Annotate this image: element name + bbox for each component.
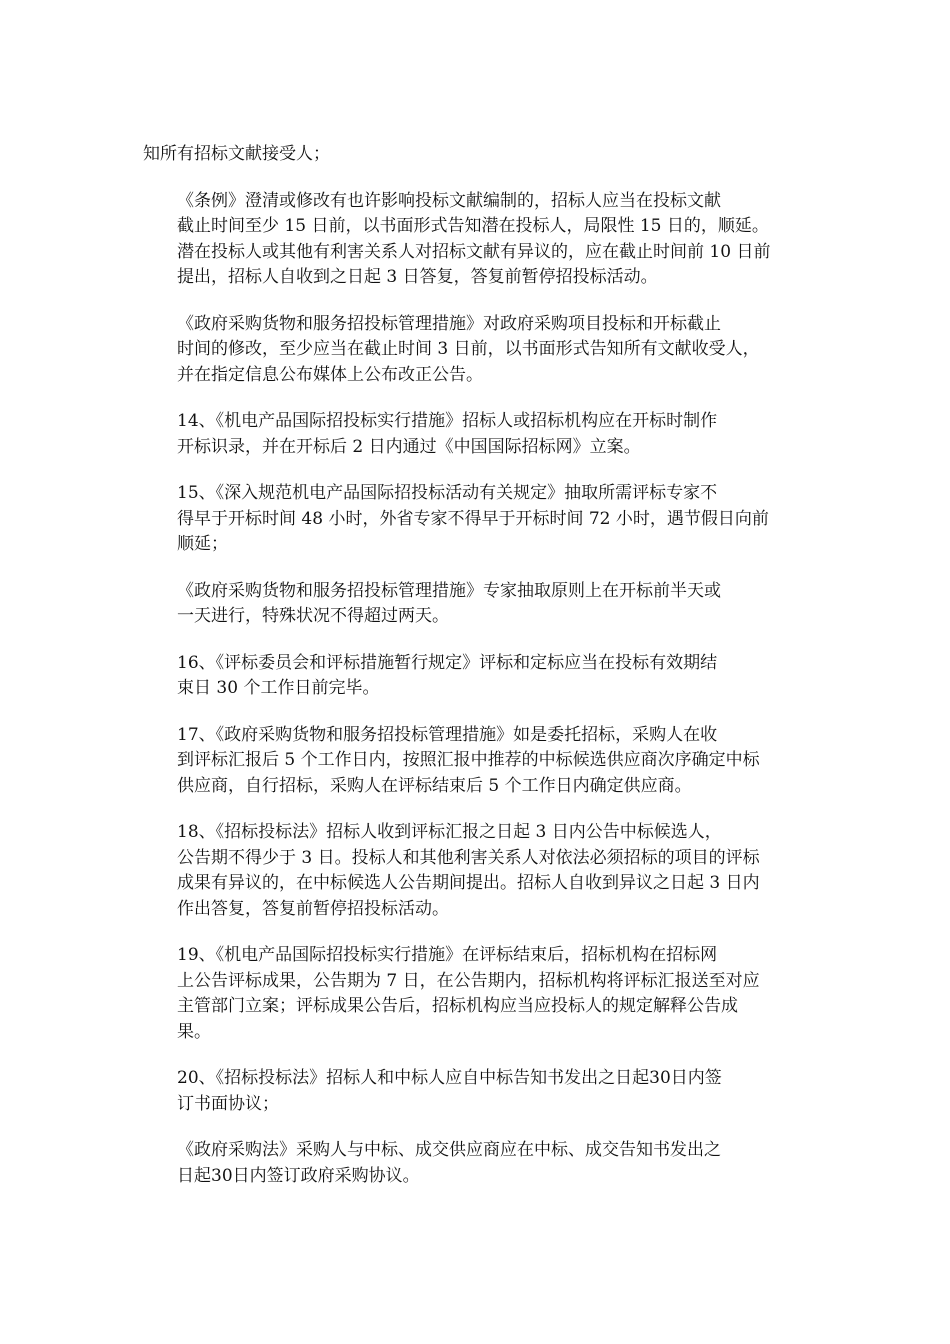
document-body [143,142,803,1210]
paragraph-line: 《政府采购货物和服务招投标管理措施》对政府采购项目投标和开标截止 [177,313,721,334]
paragraph-9 [143,943,803,1045]
paragraph-line: 公告期不得少于 3 日。投标人和其他利害关系人对依法必须招标的项目的评标 [177,847,760,868]
paragraph-line: 上公告评标成果，公告期为 7 日，在公告期内，招标机构将评标汇报送至对应 [177,970,760,991]
paragraph-0 [143,142,803,168]
paragraph-line: 《政府采购货物和服务招投标管理措施》专家抽取原则上在开标前半天或 [177,580,721,601]
paragraph-6 [143,651,803,702]
paragraph-line: 时间的修改，至少应当在截止时间 3 日前，以书面形式告知所有文献收受人， [177,339,760,359]
paragraph-11 [143,1138,803,1189]
paragraph-line: 18、《招标投标法》招标人收到评标汇报之日起 3 日内公告中标候选人， [177,822,722,842]
paragraph-line: 知所有招标文献接受人； [143,144,330,164]
paragraph-line: 截止时间至少 15 日前，以书面形式告知潜在投标人，局限性 15 日的，顺延。 [177,216,769,236]
paragraph-line: 17、《政府采购货物和服务招投标管理措施》如是委托招标，采购人在收 [177,724,718,745]
paragraph-1 [143,189,803,291]
paragraph-line: 到评标汇报后 5 个工作日内，按照汇报中推荐的中标候选供应商次序确定中标 [177,750,760,770]
paragraph-line: 订书面协议； [177,1093,279,1114]
paragraph-line: 作出答复，答复前暂停招投标活动。 [177,898,449,919]
paragraph-line: 提出，招标人自收到之日起 3 日答复，答复前暂停招投标活动。 [177,267,658,287]
paragraph-line: 日起30日内签订政府采购协议。 [177,1165,420,1186]
paragraph-2 [143,312,803,389]
paragraph-line: 《政府采购法》采购人与中标、成交供应商应在中标、成交告知书发出之 [177,1140,721,1160]
paragraph-line: 并在指定信息公布媒体上公布改正公告。 [177,364,483,385]
paragraph-line: 顺延； [177,534,228,554]
paragraph-line: 20、《招标投标法》招标人和中标人应自中标告知书发出之日起30日内签 [177,1068,722,1088]
paragraph-line: 14、《机电产品国际招投标实行措施》招标人或招标机构应在开标时制作 [177,411,718,431]
paragraph-5 [143,579,803,630]
paragraph-line: 潜在投标人或其他有利害关系人对招标文献有异议的，应在截止时间前 10 日前 [177,241,771,262]
paragraph-4 [143,481,803,558]
paragraph-10 [143,1066,803,1117]
paragraph-line: 15、《深入规范机电产品国际招投标活动有关规定》抽取所需评标专家不 [177,483,718,503]
paragraph-8 [143,820,803,922]
paragraph-7 [143,723,803,800]
paragraph-line: 19、《机电产品国际招投标实行措施》在评标结束后，招标机构在招标网 [177,945,718,965]
paragraph-3 [143,409,803,460]
paragraph-line: 成果有异议的，在中标候选人公告期间提出。招标人自收到异议之日起 3 日内 [177,873,760,893]
paragraph-line: 16、《评标委员会和评标措施暂行规定》评标和定标应当在投标有效期结 [177,652,718,673]
paragraph-line: 得早于开标时间 48 小时，外省专家不得早于开标时间 72 小时，遇节假日向前 [177,508,769,529]
paragraph-line: 束日 30 个工作日前完毕。 [177,678,380,698]
paragraph-line: 供应商，自行招标，采购人在评标结束后 5 个工作日内确定供应商。 [177,775,692,796]
paragraph-line: 果。 [177,1021,211,1042]
paragraph-line: 主管部门立案；评标成果公告后，招标机构应当应投标人的规定解释公告成 [177,996,738,1016]
paragraph-line: 一天进行，特殊状况不得超过两天。 [177,606,449,626]
paragraph-line: 开标识录，并在开标后 2 日内通过《中国国际招标网》立案。 [177,436,641,457]
paragraph-line: 《条例》澄清或修改有也许影响投标文献编制的，招标人应当在投标文献 [177,190,721,211]
